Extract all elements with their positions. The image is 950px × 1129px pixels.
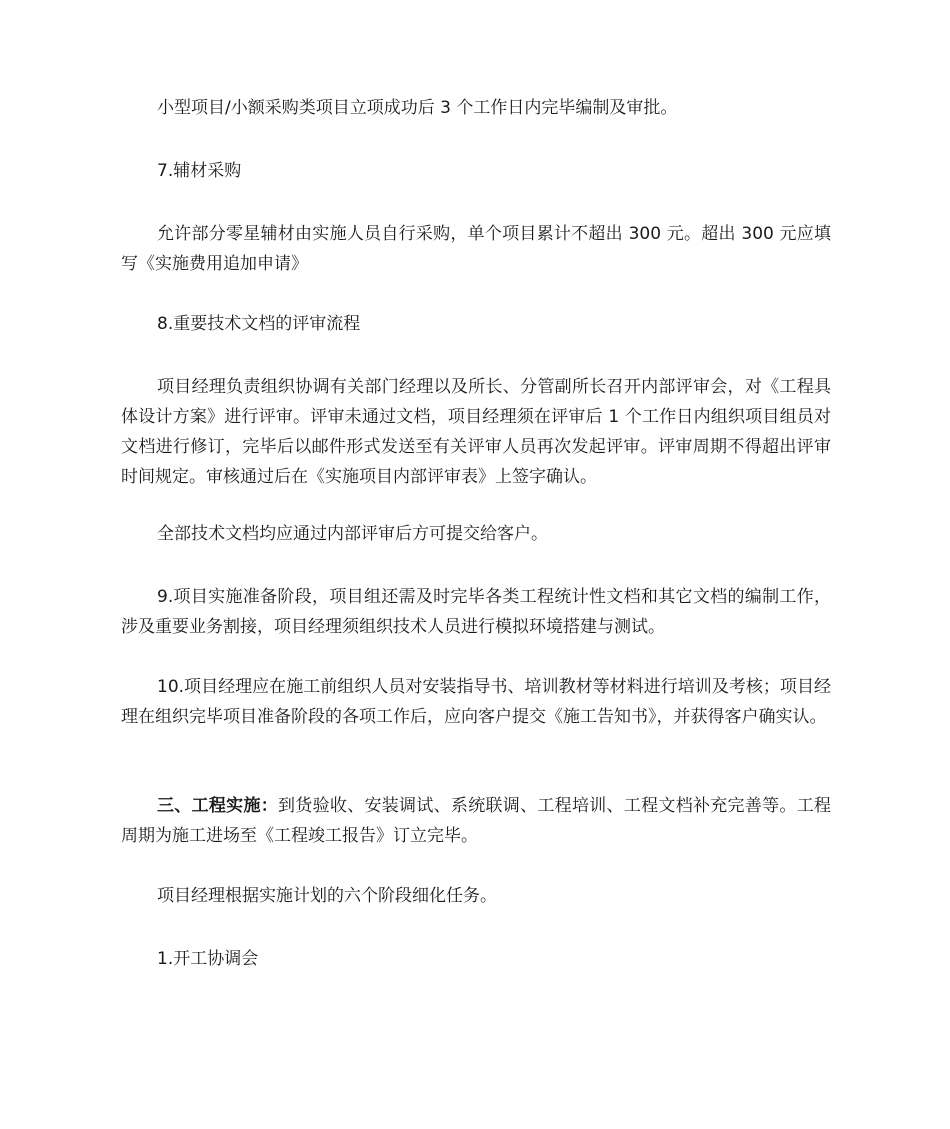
heading-kickoff-meeting: 1.开工协调会 bbox=[157, 949, 259, 969]
paragraph-pre-construction-training: 10.项目经理应在施工前组织人员对安装指导书、培训教材等材料进行培训及考核；项目经理在组织完毕项目准备阶段的各项工作后，应向客户提交《施工告知书》，并获得客户确实认。 bbox=[121, 677, 831, 727]
paragraph-preparation-stage: 9.项目实施准备阶段，项目组还需及时完毕各类工程统计性文档和其它文档的编制工作，涉及重要业务割接，项目经理须组织技术人员进行模拟环境搭建与测试。 bbox=[121, 587, 831, 637]
section-lead-engineering-implementation: 三、工程实施： bbox=[157, 796, 279, 816]
heading-technical-document-review: 8.重要技术文档的评审流程 bbox=[157, 314, 361, 334]
heading-auxiliary-material-purchase: 7.辅材采购 bbox=[157, 161, 242, 181]
paragraph-review-process: 项目经理负责组织协调有关部门经理以及所长、分管副所长召开内部评审会，对《工程具体设计方案》进行评审。评审未通过文档，项目经理须在评审后 1 个工作日内组织项目组员对文档进行修订，完毕后以邮件形式发送至有关评审人员再次发起评审。评审周期不得超出评审时间规定。审核通过后在《实施项目内部评审表》上签字确认。 bbox=[121, 377, 831, 487]
paragraph-six-stage-tasks: 项目经理根据实施计划的六个阶段细化任务。 bbox=[157, 886, 497, 906]
paragraph-auxiliary-material-rules: 允许部分零星辅材由实施人员自行采购，单个项目累计不超出 300 元。超出 300 元应填写《实施费用追加申请》 bbox=[121, 224, 831, 274]
paragraph-small-project-approval: 小型项目/小额采购类项目立项成功后 3 个工作日内完毕编制及审批。 bbox=[157, 98, 678, 118]
paragraph-client-submission: 全部技术文档均应通过内部评审后方可提交给客户。 bbox=[157, 524, 548, 544]
paragraph-engineering-implementation bbox=[121, 791, 831, 851]
section-body-engineering-implementation: 到货验收、安装调试、系统联调、工程培训、工程文档补充完善等。工程周期为施工进场至《工程竣工报告》订立完毕。 bbox=[121, 796, 832, 846]
